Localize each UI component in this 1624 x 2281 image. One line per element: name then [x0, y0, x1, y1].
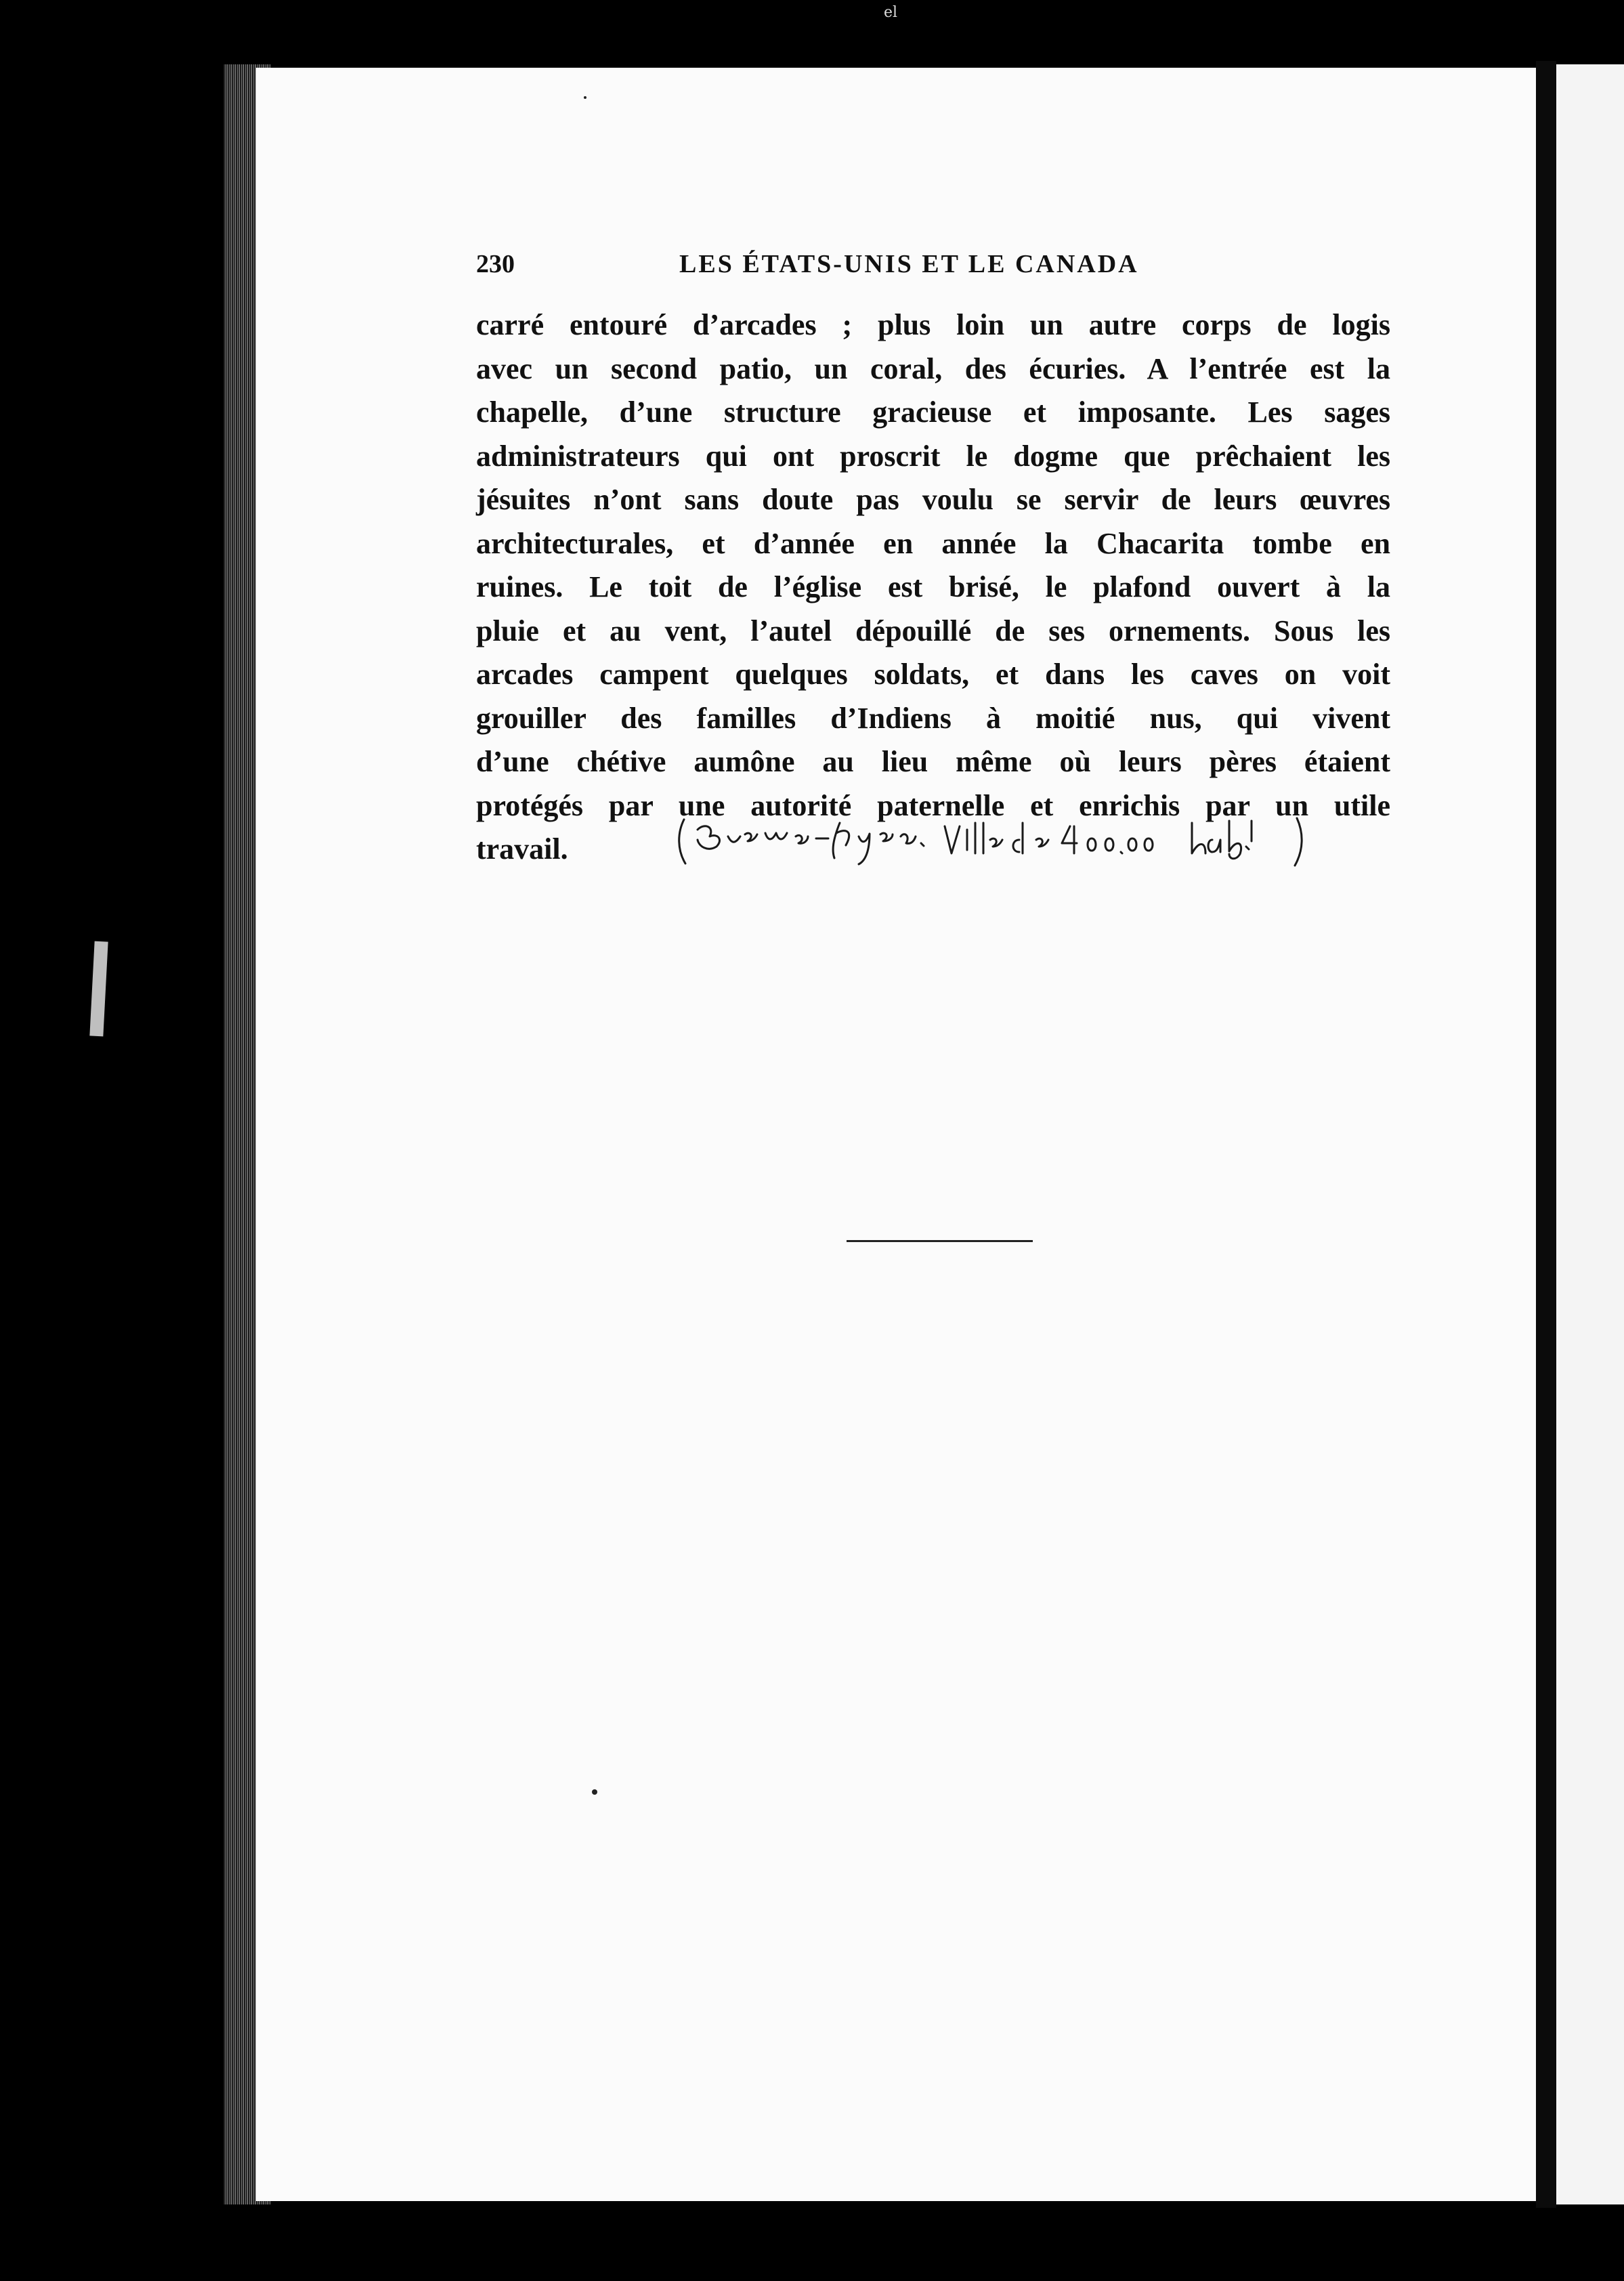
text-line: architecturales, et d’année en année la Chacarita tombe en [476, 526, 1390, 560]
adjacent-page-edge [1556, 64, 1624, 2204]
annotation-script [698, 821, 1252, 864]
text-line: protégés par une autorité paternelle et enrichis par un utile [476, 788, 1390, 822]
text-line: pluie et au vent, l’autel dépouillé de ses ornements. Sous les [476, 614, 1390, 647]
text-line: travail. [476, 832, 568, 866]
text-line: arcades campent quelques soldats, et dans les caves on voit [476, 658, 1390, 691]
section-end-rule [847, 1240, 1033, 1242]
annotation-open-paren [679, 819, 685, 864]
text-line: d’une chétive aumône au lieu même où leurs pères étaient [476, 745, 1390, 778]
gutter-shadow [1536, 61, 1556, 2208]
text-line: grouiller des familles d’Indiens à moitié nus, qui vivent [476, 701, 1390, 735]
binding-tab [89, 941, 108, 1037]
body-text [476, 303, 1390, 872]
text-line: ruines. Le toit de l’église est brisé, le plafond ouvert à la [476, 570, 1390, 603]
text-line: administrateurs qui ont proscrit le dogme que prêchaient les [476, 439, 1390, 473]
ink-speck [592, 1789, 597, 1795]
text-line: carré entouré d’arcades ; plus loin un autre corps de logis [476, 308, 1390, 341]
running-head: LES ÉTATS-UNIS ET LE CANADA [679, 250, 1139, 278]
text-line: jésuites n’ont sans doute pas voulu se servir de leurs œuvres [476, 483, 1390, 516]
handwritten-annotation [677, 813, 1307, 867]
annotation-close-paren [1295, 818, 1302, 866]
page-header [476, 249, 1390, 290]
text-line: chapelle, d’une structure gracieuse et imposante. Les sages [476, 396, 1390, 429]
text-line: avec un second patio, un coral, des écuries. A l’entrée est la [476, 351, 1390, 385]
top-margin-mark: el [884, 4, 898, 21]
page-number: 230 [476, 250, 515, 278]
ink-speck [584, 96, 586, 99]
